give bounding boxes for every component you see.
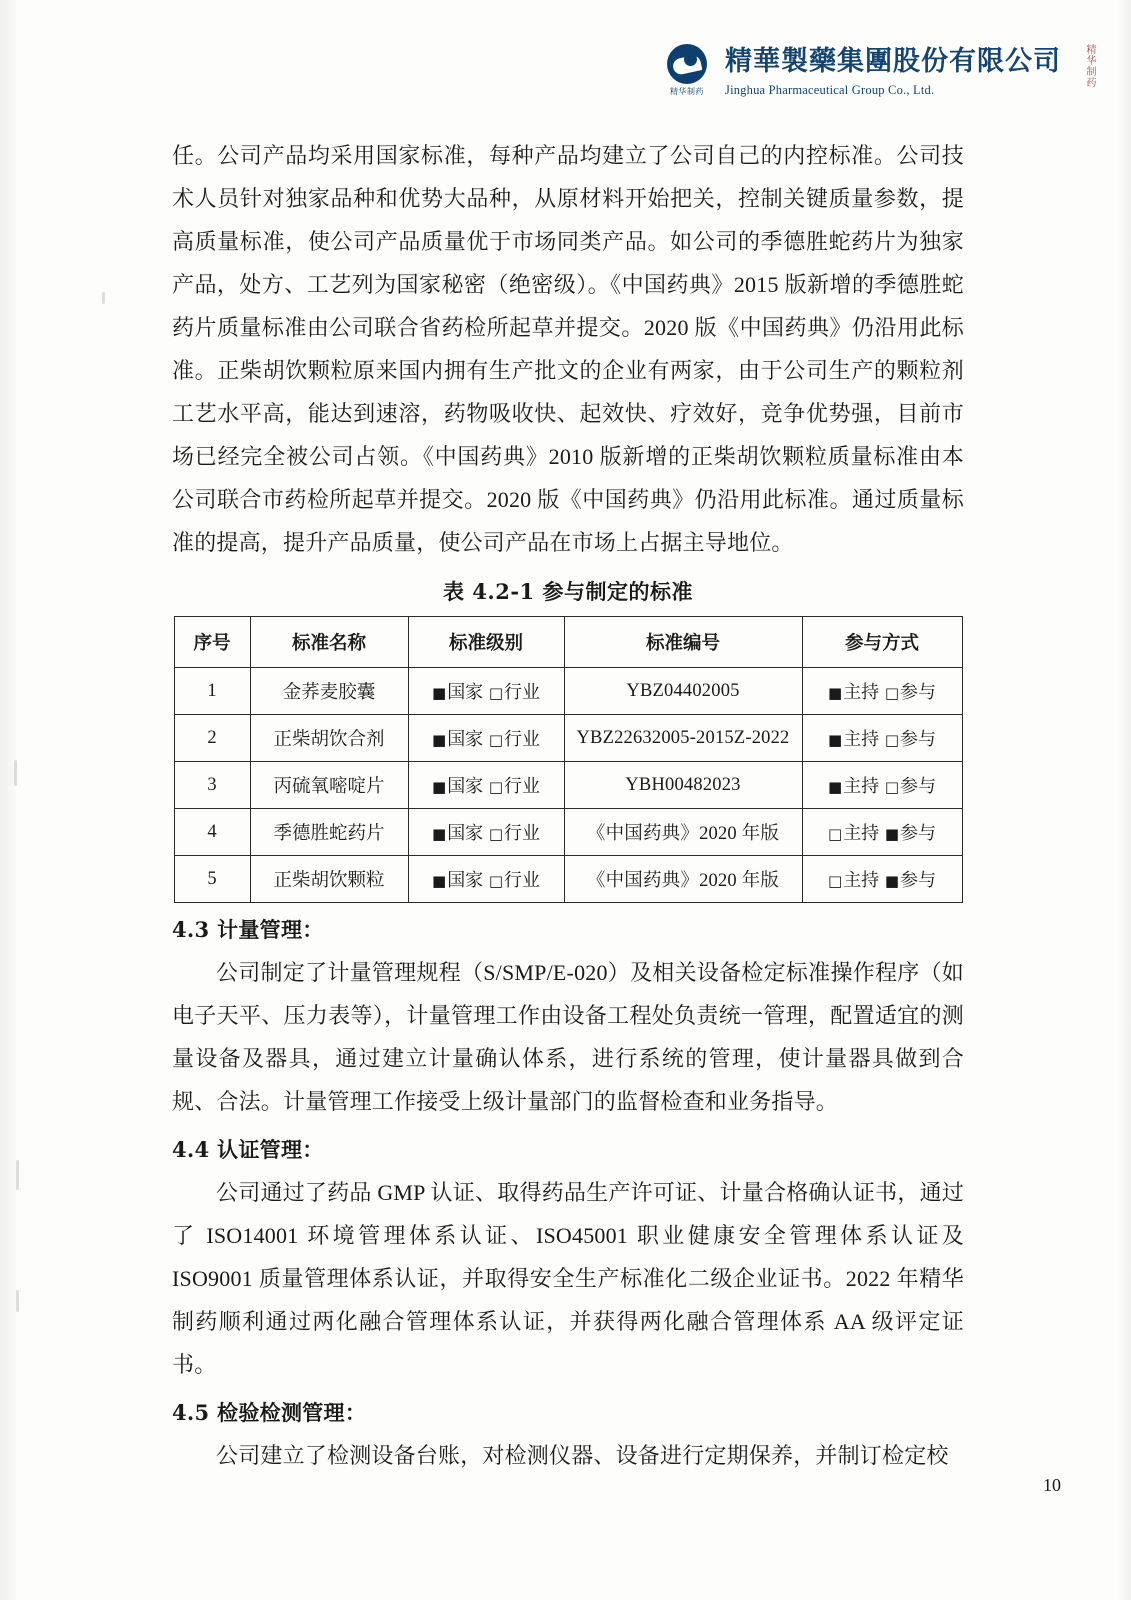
table-row: [174, 668, 962, 715]
cell-participation-mode: [802, 715, 962, 762]
table-header-cell: 参与方式: [802, 617, 962, 668]
cell-standard-level: [408, 668, 564, 715]
scan-speck: [102, 292, 105, 304]
table-header-row: [174, 617, 962, 668]
cell-participation-mode: [802, 809, 962, 856]
section-paragraph-4-3: 公司制定了计量管理规程（S/SMP/E-020）及相关设备检定标准操作程序（如电子天平、压力表等），计量管理工作由设备工程处负责统一管理，配置适宜的测量设备及器具，通过建立计量确认体系，进行系统的管理，使计量器具做到合规、合法。计量管理工作接受上级计量部门的监督检查和业务指导。: [172, 960, 964, 1114]
checkbox-national[interactable]: ■ 国家: [432, 725, 483, 751]
cell-standard-level: [408, 762, 564, 809]
company-stamp: 精华制药: [1084, 44, 1095, 88]
cell-standard-level: [408, 856, 564, 903]
checkbox-join[interactable]: ■ 参与: [885, 866, 936, 892]
table-header-cell: 序号: [174, 617, 250, 668]
cell-standard-name: 季德胜蛇药片: [250, 809, 408, 856]
cell-no: 4: [174, 809, 250, 856]
checkbox-industry[interactable]: □ 行业: [489, 772, 540, 798]
checkbox-national[interactable]: ■ 国家: [432, 819, 483, 845]
company-name-cn: 精華製藥集團股份有限公司: [725, 46, 1061, 77]
company-name-en: Jinghua Pharmaceutical Group Co., Ltd.: [725, 83, 935, 98]
cell-standard-name: 丙硫氧嘧啶片: [250, 762, 408, 809]
checkbox-lead[interactable]: ■ 主持: [828, 678, 879, 704]
table-header-cell: 标准名称: [250, 617, 408, 668]
scan-edge-left: [0, 0, 18, 1600]
cell-no: 2: [174, 715, 250, 762]
cell-standard-code: YBH00482023: [564, 762, 802, 809]
cell-participation-mode: [802, 762, 962, 809]
checkbox-lead[interactable]: ■ 主持: [828, 772, 879, 798]
wave-logo-icon: [667, 44, 707, 84]
cell-no: 1: [174, 668, 250, 715]
checkbox-lead[interactable]: ■ 主持: [828, 725, 879, 751]
section-paragraph-4-4: 公司通过了药品 GMP 认证、取得药品生产许可证、计量合格确认证书，通过了 ISO14001 环境管理体系认证、ISO45001 职业健康安全管理体系认证及 ISO9001 质量管理体系认证，并取得安全生产标准化二级企业证书。2022 年精华制药顺利通过两化融合管理体系认证，并获得两化融合管理体系 AA 级评定证书。: [172, 1180, 964, 1377]
checkbox-national[interactable]: ■ 国家: [432, 678, 483, 704]
document-body: [172, 134, 964, 1477]
checkbox-industry[interactable]: □ 行业: [489, 819, 540, 845]
checkbox-join[interactable]: □ 参与: [885, 772, 936, 798]
cell-participation-mode: [802, 856, 962, 903]
paragraph-continued: 任。公司产品均采用国家标准，每种产品均建立了公司自己的内控标准。公司技术人员针对独家品种和优势大品种，从原材料开始把关，控制关键质量参数，提高质量标准，使公司产品质量优于市场同类产品。如公司的季德胜蛇药片为独家产品，处方、工艺列为国家秘密（绝密级）。《中国药典》2015 版新增的季德胜蛇药片质量标准由公司联合省药检所起草并提交。2020 版《中国药典》仍沿用此标准。正柴胡饮颗粒原来国内拥有生产批文的企业有两家，由于公司生产的颗粒剂工艺水平高，能达到速溶，药物吸收快、起效快、疗效好，竞争优势强，目前市场已经完全被公司占领。《中国药典》2010 版新增的正柴胡饮颗粒质量标准由本公司联合市药检所起草并提交。2020 版《中国药典》仍沿用此标准。通过质量标准的提高，提升产品质量，使公司产品在市场上占据主导地位。: [172, 143, 964, 555]
table-row: [174, 762, 962, 809]
table-row: [174, 715, 962, 762]
logo-caption: 精华制药: [670, 87, 704, 96]
cell-standard-name: 正柴胡饮颗粒: [250, 856, 408, 903]
checkbox-join[interactable]: □ 参与: [885, 725, 936, 751]
checkbox-industry[interactable]: □ 行业: [489, 678, 540, 704]
cell-no: 5: [174, 856, 250, 903]
letterhead: [659, 42, 1061, 98]
checkbox-lead[interactable]: □ 主持: [828, 819, 879, 845]
scan-speck: [16, 1290, 19, 1312]
table-row: [174, 809, 962, 856]
checkbox-industry[interactable]: □ 行业: [489, 725, 540, 751]
table-row: [174, 856, 962, 903]
cell-participation-mode: [802, 668, 962, 715]
scan-speck: [14, 760, 17, 786]
checkbox-national[interactable]: ■ 国家: [432, 772, 483, 798]
checkbox-lead[interactable]: □ 主持: [828, 866, 879, 892]
company-logo: [659, 42, 715, 97]
cell-no: 3: [174, 762, 250, 809]
cell-standard-code: YBZ22632005-2015Z-2022: [564, 715, 802, 762]
table-header-cell: 标准编号: [564, 617, 802, 668]
section-heading-4-4: 4.4 认证管理：: [172, 1137, 324, 1162]
cell-standard-name: 金荞麦胶囊: [250, 668, 408, 715]
cell-standard-code: 《中国药典》2020 年版: [564, 856, 802, 903]
cell-standard-level: [408, 715, 564, 762]
table-caption: 表 4.2-1 参与制定的标准: [443, 579, 693, 604]
scan-speck: [16, 1160, 19, 1190]
cell-standard-level: [408, 809, 564, 856]
section-paragraph-4-5: 公司建立了检测设备台账，对检测仪器、设备进行定期保养，并制订检定校: [216, 1443, 949, 1468]
checkbox-industry[interactable]: □ 行业: [489, 866, 540, 892]
checkbox-join[interactable]: □ 参与: [885, 678, 936, 704]
table-header-cell: 标准级别: [408, 617, 564, 668]
cell-standard-name: 正柴胡饮合剂: [250, 715, 408, 762]
cell-standard-code: YBZ04402005: [564, 668, 802, 715]
section-heading-4-5: 4.5 检验检测管理：: [172, 1400, 367, 1425]
section-heading-4-3: 4.3 计量管理：: [172, 917, 324, 942]
checkbox-join[interactable]: ■ 参与: [885, 819, 936, 845]
company-name-block: [725, 42, 1061, 98]
standards-table: [174, 616, 963, 903]
checkbox-national[interactable]: ■ 国家: [432, 866, 483, 892]
page-number: 10: [1043, 1475, 1061, 1495]
cell-standard-code: 《中国药典》2020 年版: [564, 809, 802, 856]
scan-edge-right: [1117, 0, 1131, 1600]
